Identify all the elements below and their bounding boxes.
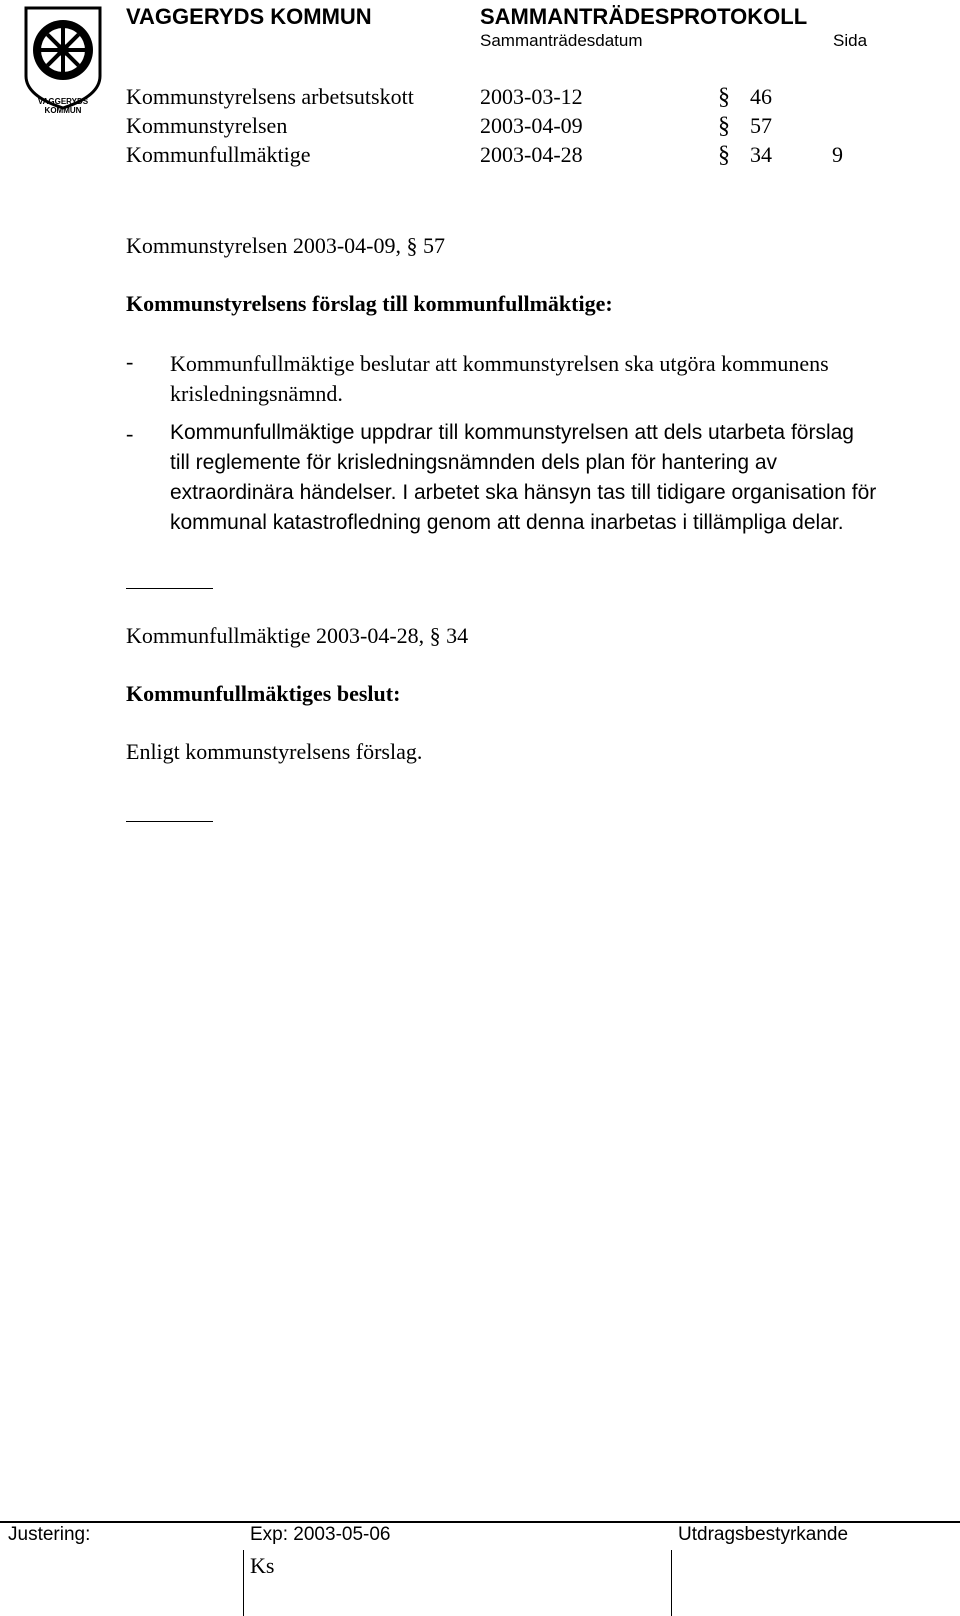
meeting-date: 2003-03-12 <box>480 84 583 109</box>
paragraph-number: 34 <box>750 142 772 167</box>
proposal-line: Kommunfullmäktige beslutar att kommunstyrelsen ska utgöra kommunens <box>170 351 829 376</box>
organization-name: VAGGERYDS KOMMUN <box>126 4 372 29</box>
bullet-dash: - <box>126 421 134 446</box>
bullet-dash: - <box>126 349 134 374</box>
municipality-logo <box>20 4 106 116</box>
justering-label: Justering: <box>8 1524 91 1545</box>
page-label: Sida <box>833 31 868 50</box>
paragraph-number: 57 <box>750 113 772 138</box>
proposal-line: extraordinära händelser. I arbetet ska hänsyn tas till tidigare organisation för <box>170 481 877 504</box>
footer-divider <box>243 1550 244 1616</box>
proposal-line: krisledningsnämnd. <box>170 381 343 406</box>
proposal-line: Kommunfullmäktige uppdrar till kommunstyrelsen att dels utarbeta förslag <box>170 421 854 444</box>
footer-divider <box>671 1550 672 1616</box>
kf-heading: Kommunfullmäktiges beslut: <box>126 681 401 706</box>
meeting-body: Kommunfullmäktige <box>126 142 311 167</box>
kf-reference: Kommunfullmäktige 2003-04-28, § 34 <box>126 623 469 648</box>
proposal-item <box>170 418 950 538</box>
footer-line <box>0 1521 960 1523</box>
signature-initials: Ks <box>250 1553 275 1578</box>
ks-reference: Kommunstyrelsen 2003-04-09, § 57 <box>126 233 445 258</box>
paragraph-number: 46 <box>750 84 772 109</box>
meeting-date: 2003-04-28 <box>480 142 583 167</box>
svg-text:KOMMUN: KOMMUN <box>44 106 82 115</box>
meeting-date-label: Sammanträdesdatum <box>480 31 643 50</box>
meeting-body: Kommunstyrelsens arbetsutskott <box>126 84 414 109</box>
paragraph-symbol: § <box>718 113 730 139</box>
meeting-date: 2003-04-09 <box>480 113 583 138</box>
kf-decision: Enligt kommunstyrelsens förslag. <box>126 739 423 764</box>
document-type: SAMMANTRÄDESPROTOKOLL <box>480 4 808 29</box>
ks-heading: Kommunstyrelsens förslag till kommunfullmäktige: <box>126 291 613 316</box>
paragraph-symbol: § <box>718 84 730 110</box>
page-number: 9 <box>832 142 843 167</box>
proposal-line: kommunal katastrofledning genom att denna inarbetas i tillämpliga delar. <box>170 511 844 534</box>
paragraph-symbol: § <box>718 142 730 168</box>
proposal-line: till reglemente för krisledningsnämnden dels plan för hantering av <box>170 451 778 474</box>
section-divider <box>126 821 213 822</box>
expedition-label: Exp: 2003-05-06 <box>250 1524 391 1545</box>
section-divider <box>126 588 213 589</box>
meeting-body: Kommunstyrelsen <box>126 113 288 138</box>
proposal-item <box>170 349 950 409</box>
svg-text:VAGGERYDS: VAGGERYDS <box>37 97 89 106</box>
utdrag-label: Utdragsbestyrkande <box>678 1524 849 1545</box>
